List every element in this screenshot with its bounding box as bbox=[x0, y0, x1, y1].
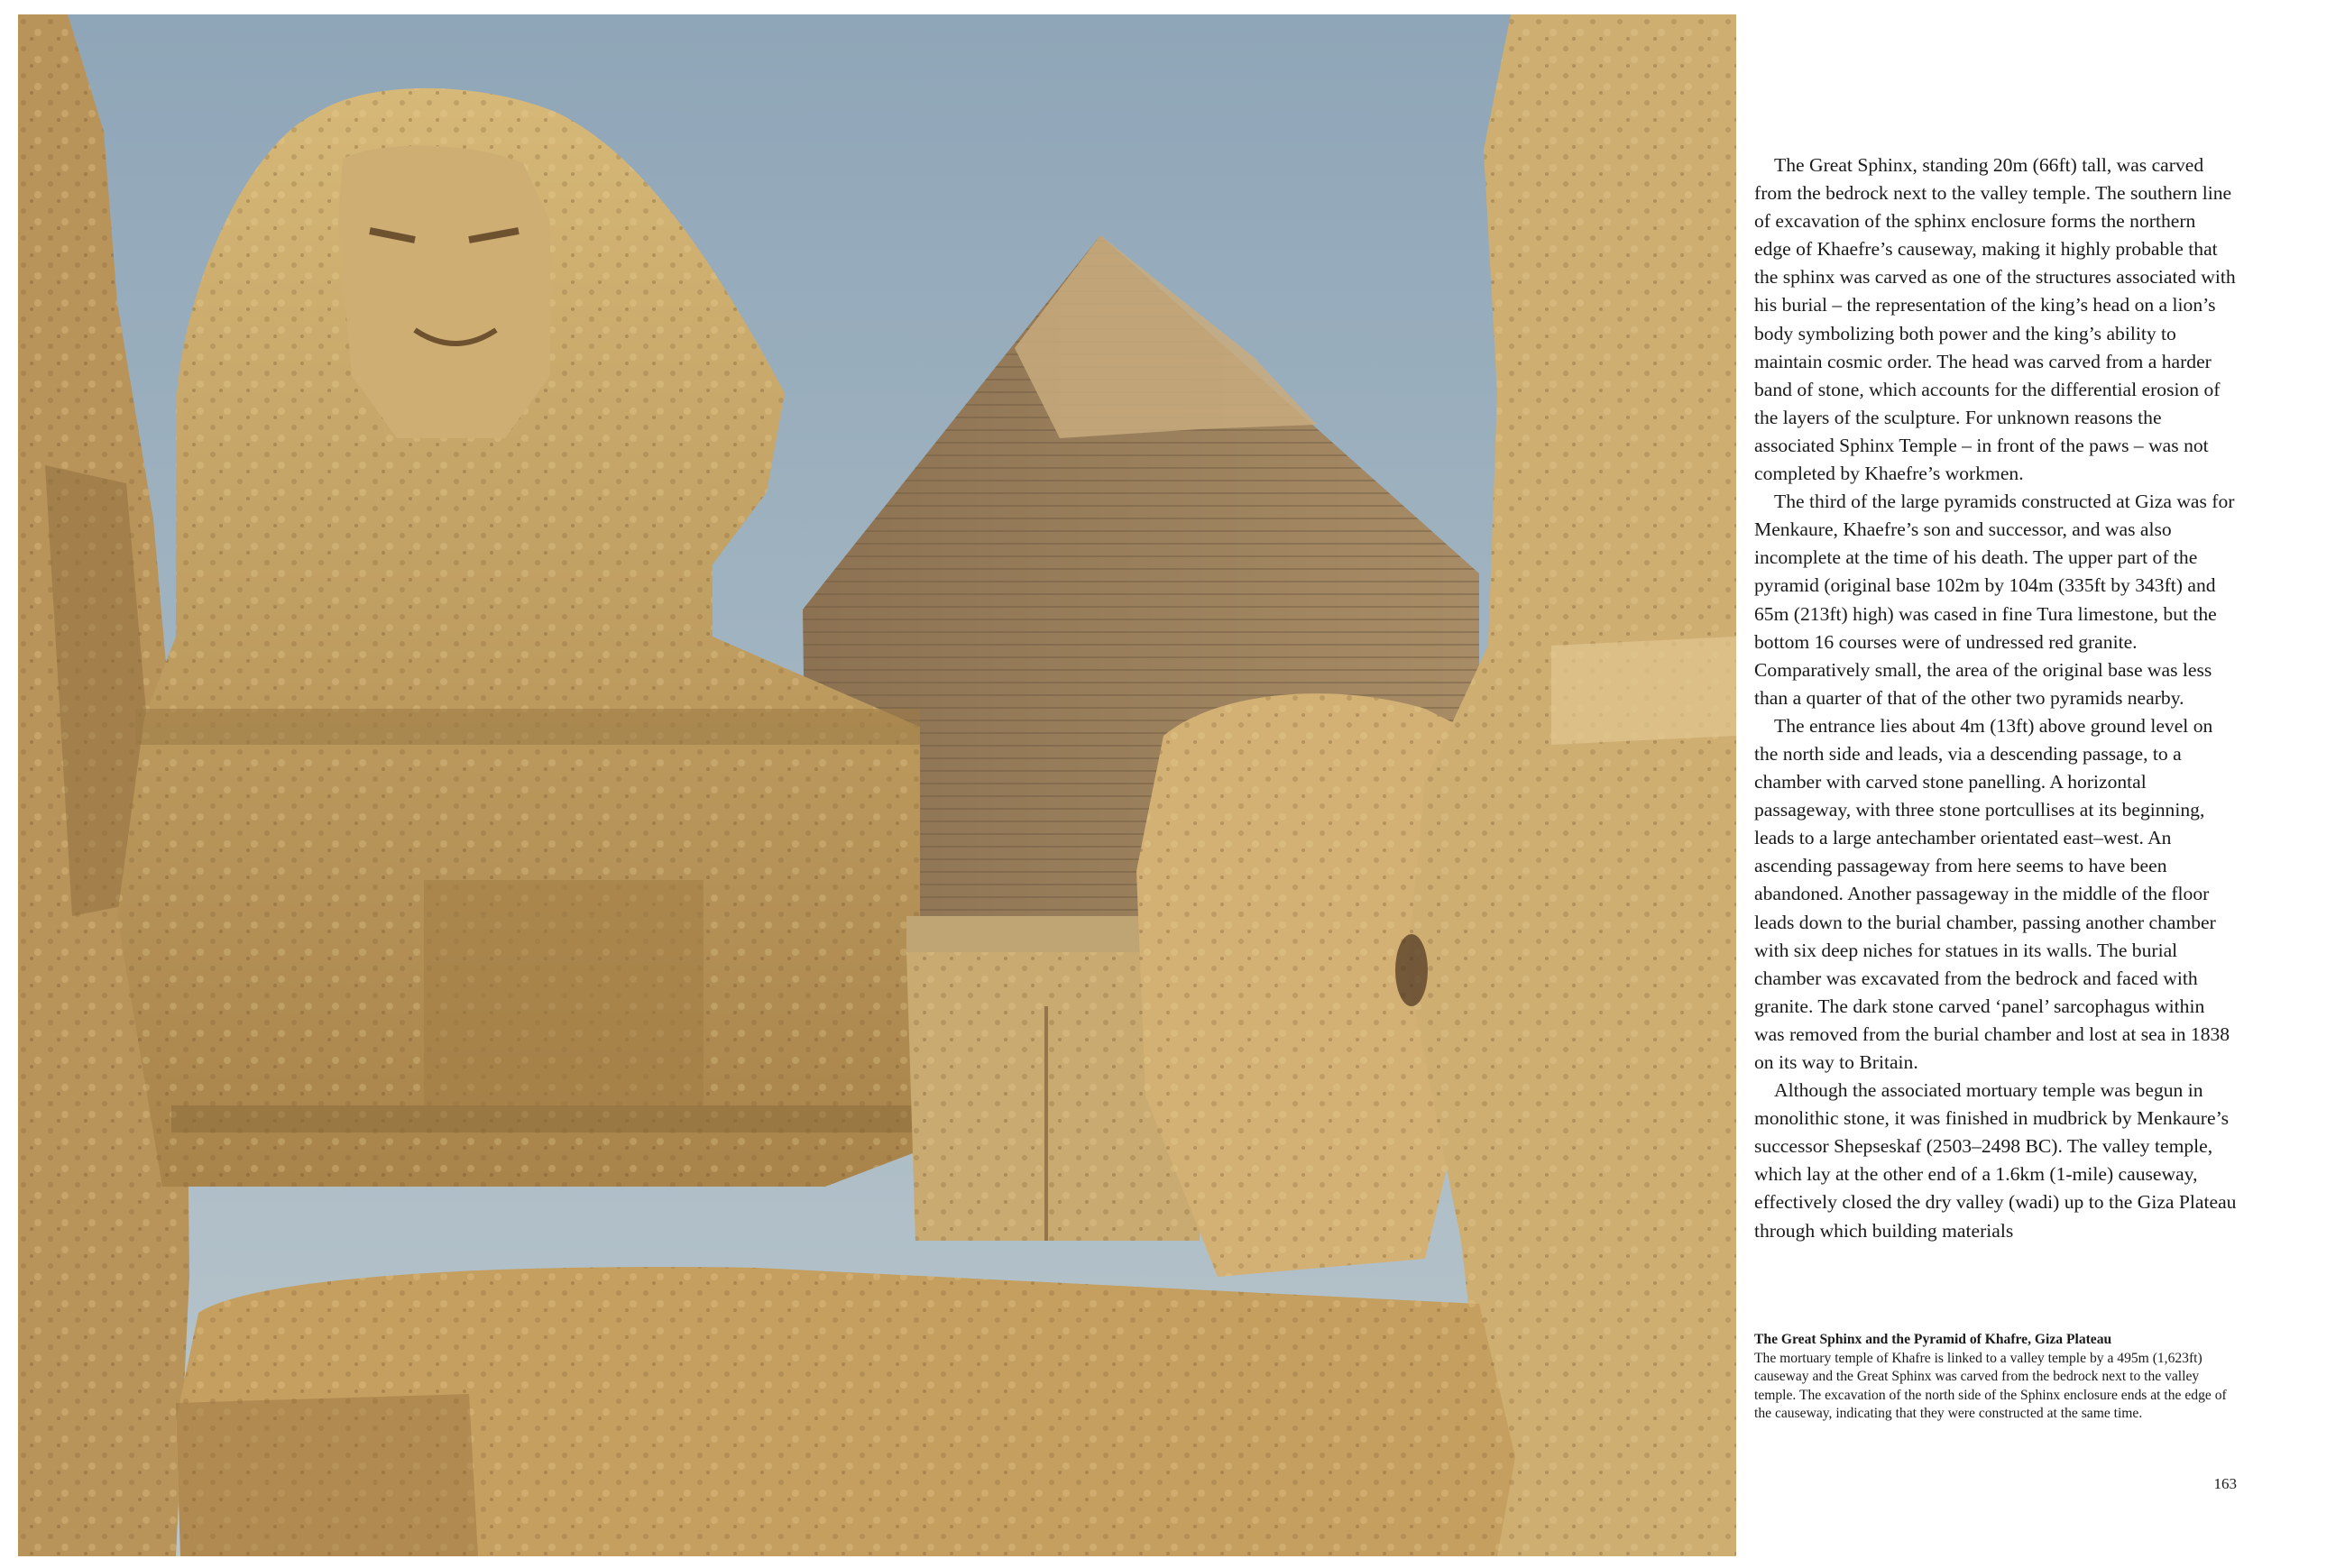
photo-sphinx-pyramid bbox=[18, 14, 1736, 1556]
caption-text: The mortuary temple of Khafre is linked to a valley temple by a 495m (1,623ft) causeway and the Great Sphinx was carved from the bedrock next to the valley temple. The excavation of the north side of the Sphinx enclosure ends at the edge of the causeway, indicating that they were constructed at the same time. bbox=[1754, 1350, 2227, 1421]
photo-caption bbox=[1754, 1331, 2237, 1424]
foreground-block bbox=[176, 1267, 1515, 1556]
paragraph-4: Although the associated mortuary temple was begun in monolithic stone, it was finished in mudbrick by Menkaure’s successor Shepseskaf (2503–2498 BC). The valley temple, which lay at the other end of a 1.6km (1-mile) causeway, effectively closed the dry valley (wadi) up to the Giza Plateau through which building materials bbox=[1754, 1079, 2237, 1242]
photo-illustration bbox=[18, 14, 1736, 1556]
paragraph-2: The third of the large pyramids constructed at Giza was for Menkaure, Khaefre’s son and successor, and was also incomplete at the time of his death. The upper part of the pyramid (original base 102m by 104m (335ft by 343ft) and 65m (213ft) high) was cased in fine Tura limestone, but the bottom 16 courses were of undressed red granite. Comparatively small, the area of the original base was less than a quarter of that of the other two pyramids nearby. bbox=[1754, 491, 2235, 709]
page-number: 163 bbox=[2213, 1475, 2237, 1492]
caption-title: The Great Sphinx and the Pyramid of Khafre, Giza Plateau bbox=[1754, 1332, 2112, 1347]
paragraph-1: The Great Sphinx, standing 20m (66ft) tall, was carved from the bedrock next to the valley temple. The southern line of excavation of the sphinx enclosure forms the northern edge of Khaefre’s causeway, making it highly probable that the sphinx was carved as one of the structures associated with his burial – the representation of the king’s head on a lion’s body symbolizing both power and the king’s ability to maintain cosmic order. The head was carved from a harder band of stone, which accounts for the differential erosion of the layers of the sculpture. For unknown reasons the associated Sphinx Temple – in front of the paws – was not completed by Khaefre’s workmen. bbox=[1754, 154, 2236, 485]
paragraph-3: The entrance lies about 4m (13ft) above ground level on the north side and leads, via a descending passage, to a chamber with carved stone panelling. A horizontal passageway, with three stone portcullises at its beginning, leads to a large antechamber orientated east–west. An ascending passageway from here seems to have been abandoned. Another passageway in the middle of the floor leads down to the burial chamber, passing another chamber with six deep niches for statues in its walls. The burial chamber was excavated from the bedrock and faced with granite. The dark stone carved ‘panel’ sarcophagus within was removed from the burial chamber and lost at sea in 1838 on its way to Britain. bbox=[1754, 714, 2230, 1073]
body-text bbox=[1754, 151, 2237, 1245]
